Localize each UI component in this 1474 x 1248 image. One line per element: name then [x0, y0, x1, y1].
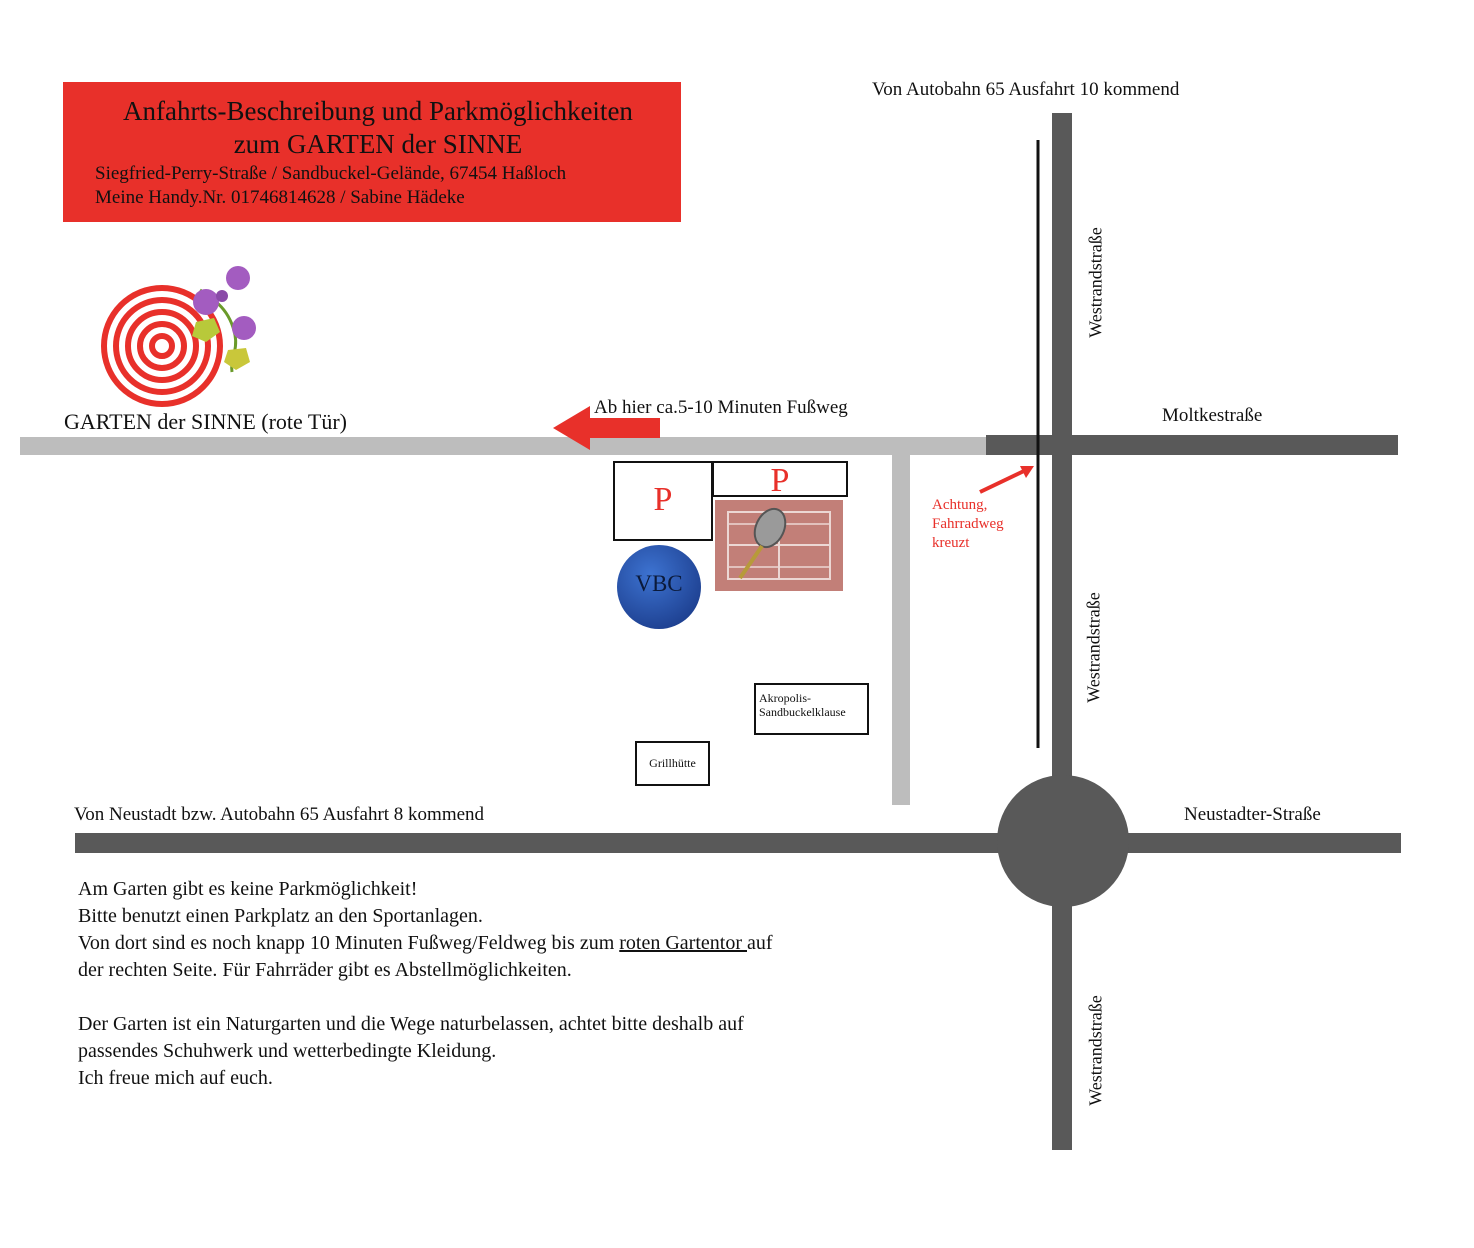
- info-spacer: [78, 984, 938, 1011]
- neustadter-road: [75, 833, 1401, 853]
- info-line-5: Der Garten ist ein Naturgarten und die Wege naturbelassen, achtet bitte deshalb auf: [78, 1013, 744, 1035]
- westrand-label-middle: Westrandstraße: [1083, 592, 1104, 703]
- warning-arrow-icon: [980, 466, 1034, 492]
- info-line-3-start: Von dort sind es noch knapp 10 Minuten Fußweg/Feldweg bis zum: [78, 932, 620, 954]
- garden-label: GARTEN der SINNE (rote Tür): [64, 409, 347, 434]
- info-text: [78, 876, 938, 1092]
- akropolis-line-2: Sandbuckelklause: [759, 705, 846, 719]
- warning-line-3: kreuzt: [932, 535, 970, 551]
- top-arrival-label: Von Autobahn 65 Ausfahrt 10 kommend: [872, 79, 1180, 100]
- walk-hint-label: Ab hier ca.5-10 Minuten Fußweg: [594, 397, 848, 418]
- parking-lot-2: [712, 461, 848, 497]
- grill-label: Grillhütte: [649, 756, 696, 770]
- info-line-3: [78, 930, 938, 957]
- info-line-2: Bitte benutzt einen Parkplatz an den Sportanlagen.: [78, 905, 483, 927]
- contact: Meine Handy.Nr. 01746814628 / Sabine Hädeke: [95, 187, 465, 208]
- moltke-road: [986, 435, 1398, 455]
- warning-line-2: Fahrradweg: [932, 516, 1004, 532]
- parking-sign-1: P: [653, 481, 673, 518]
- moltke-label: Moltkestraße: [1162, 405, 1263, 426]
- akropolis-line-1: Akropolis-: [759, 691, 811, 705]
- westrand-label-bottom: Westrandstraße: [1085, 995, 1106, 1106]
- address: Siegfried-Perry-Straße / Sandbuckel-Gelände, 67454 Haßloch: [95, 163, 567, 184]
- parking-lot-1: [613, 461, 713, 541]
- westrand-label-top: Westrandstraße: [1085, 227, 1106, 338]
- neustadter-label: Neustadter-Straße: [1184, 804, 1321, 825]
- info-line-6: passendes Schuhwerk und wetterbedingte Kleidung.: [78, 1040, 497, 1062]
- title-line-2: zum GARTEN der SINNE: [233, 129, 523, 159]
- akropolis-box: [754, 683, 869, 735]
- info-line-7: Ich freue mich auf euch.: [78, 1067, 273, 1089]
- bike-warning: [932, 496, 1004, 553]
- red-gate-text: roten Gartentor: [619, 932, 747, 954]
- garden-path: [20, 437, 992, 455]
- info-line-3-end: auf: [747, 932, 773, 954]
- warning-line-1: Achtung,: [932, 497, 988, 513]
- info-line-4: der rechten Seite. Für Fahrräder gibt es Abstellmöglichkeiten.: [78, 959, 572, 981]
- grill-box: [635, 741, 710, 786]
- garden-logo-icon: [104, 266, 256, 404]
- info-line-1: Am Garten gibt es keine Parkmöglichkeit!: [78, 878, 418, 900]
- side-path: [892, 445, 910, 805]
- vbc-label: VBC: [635, 571, 683, 596]
- bottom-arrival-label: Von Neustadt bzw. Autobahn 65 Ausfahrt 8 kommend: [74, 804, 485, 825]
- title-line-1: Anfahrts-Beschreibung und Parkmöglichkeiten: [123, 96, 633, 126]
- parking-sign-2: P: [770, 462, 790, 499]
- roundabout: [997, 775, 1129, 907]
- westrand-road: [1052, 113, 1072, 1150]
